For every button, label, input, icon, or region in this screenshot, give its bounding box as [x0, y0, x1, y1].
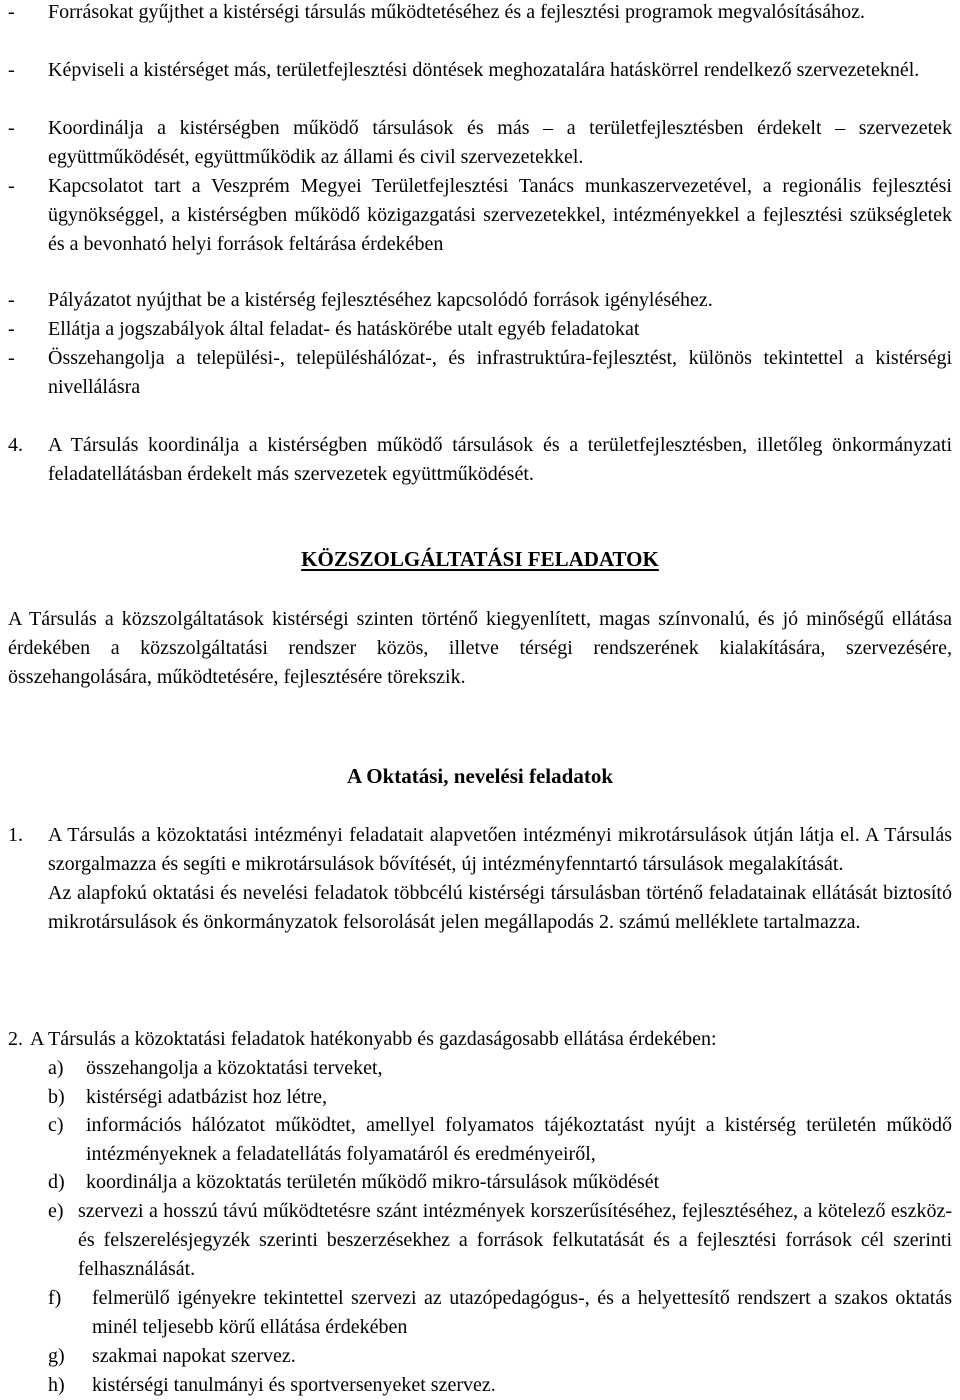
- point-number: 4.: [8, 434, 23, 456]
- list-item: [8, 0, 952, 27]
- list-item-text: Koordinálja a kistérségben működő társulások és más – a területfejlesztésben érdekelt – szervezetek együttműködését, együttműködik az állami és civil szervezetekkel.: [48, 117, 952, 168]
- sub-list-item: [48, 1197, 952, 1284]
- sub-list-item: [48, 1284, 952, 1342]
- point-number: 1.: [8, 824, 23, 846]
- sub-list-marker: f): [48, 1287, 62, 1309]
- list-marker: -: [8, 347, 15, 369]
- numbered-point: [8, 821, 952, 937]
- list-marker: -: [8, 117, 15, 139]
- list-marker: -: [8, 59, 15, 81]
- list-item: [8, 172, 952, 259]
- section-paragraph: A Társulás a közszolgáltatások kistérségi szinten történő kiegyenlített, magas színvonalú, és jó minőségű ellátása érdekében a közszolgáltatási rendszer közös, illetve térségi rendszerének kialakítására, szervezésére, összehangolására, működtetésére, fejlesztésére törekszik.: [8, 608, 952, 688]
- sub-list-marker: b): [48, 1086, 65, 1108]
- sub-list-text: kistérségi tanulmányi és sportversenyeket szervez.: [92, 1374, 496, 1396]
- point-text-continued: Az alapfokú oktatási és nevelési feladatok többcélú kistérségi társulásban történő feladatainak ellátását biztosító mikrotársulások és önkormányzatok felsorolását jelen megállapodás 2. számú melléklete tartalmazza.: [48, 882, 952, 933]
- sub-list-marker: h): [48, 1374, 65, 1396]
- list-item-text: Pályázatot nyújthat be a kistérség fejlesztéséhez kapcsolódó források igényléséhez.: [48, 289, 713, 311]
- sub-list-item: [48, 1083, 952, 1112]
- sub-list-marker: a): [48, 1057, 64, 1079]
- sub-list-text: koordinálja a közoktatás területén működő mikro-társulások működését: [86, 1171, 660, 1193]
- point-text: A Társulás a közoktatási intézményi feladatait alapvetően intézményi mikrotársulások útján látja el. A Társulás szorgalmazza és segíti e mikrotársulások bővítését, új intézményfenntartó társulások megalakítását.: [48, 824, 952, 875]
- sub-list-item: [48, 1111, 952, 1169]
- point-text: A Társulás koordinálja a kistérségben működő társulások és a területfejlesztésben, illetőleg önkormányzati feladatellátásban érdekelt más szervezetek együttműködését.: [48, 434, 952, 485]
- section-title: KÖZSZOLGÁLTATÁSI FELADATOK: [301, 547, 659, 571]
- list-item: [8, 315, 952, 344]
- sub-list-text: szakmai napokat szervez.: [92, 1345, 296, 1367]
- numbered-point: [8, 1025, 952, 1054]
- list-marker: -: [8, 175, 15, 197]
- sub-list-text: kistérségi adatbázist hoz létre,: [86, 1086, 328, 1108]
- list-item: [8, 56, 952, 85]
- list-marker: -: [8, 289, 15, 311]
- sub-list-item: [48, 1168, 952, 1197]
- list-item: [8, 114, 952, 172]
- list-item: [8, 286, 952, 315]
- sub-list-text: felmerülő igényekre tekintettel szervezi az utazópedagógus-, és a helyettesítő rendszert a szakos oktatás minél teljesebb körű ellátása érdekében: [92, 1287, 952, 1338]
- list-item-text: Ellátja a jogszabályok által feladat- és hatáskörébe utalt egyéb feladatokat: [48, 318, 640, 340]
- list-item-text: Összehangolja a települési-, településhálózat-, és infrastruktúra-fejlesztést, különös tekintettel a kistérségi nivellálásra: [48, 347, 952, 398]
- point-text: A Társulás a közoktatási feladatok hatékonyabb és gazdaságosabb ellátása érdekében:: [30, 1028, 717, 1050]
- subsection-title: A Oktatási, nevelési feladatok: [347, 764, 613, 788]
- list-item-text: Képviseli a kistérséget más, területfejlesztési döntések meghozatalára hatáskörrel rendelkező szervezeteknél.: [48, 59, 920, 81]
- sub-list-marker: g): [48, 1345, 65, 1367]
- sub-list-marker: d): [48, 1171, 65, 1193]
- point-number: 2.: [8, 1028, 23, 1050]
- sub-list-item: [48, 1054, 952, 1083]
- sub-list-item: [48, 1342, 952, 1371]
- list-marker: -: [8, 318, 15, 340]
- sub-list-marker: c): [48, 1114, 64, 1136]
- sub-list-text: információs hálózatot működtet, amellyel folyamatos tájékoztatást nyújt a kistérség területén működő intézményeknek a feladatellátás folyamatáról és eredményeiről,: [86, 1114, 952, 1165]
- list-marker: -: [8, 1, 15, 23]
- list-item: [8, 344, 952, 402]
- list-item-text: Forrásokat gyűjthet a kistérségi társulás működtetéséhez és a fejlesztési programok megvalósításához.: [48, 1, 865, 23]
- numbered-point: [8, 431, 952, 489]
- sub-list-text: összehangolja a közoktatási terveket,: [86, 1057, 383, 1079]
- sub-list-item: [48, 1371, 952, 1400]
- sub-list-text: szervezi a hosszú távú működtetésre szánt intézmények korszerűsítéséhez, fejlesztéséhez, a kötelező eszköz- és felszerelésjegyzék szerinti beszerzésekhez a források felkutatását és a fejlesztési források cél szerinti felhasználását.: [78, 1200, 952, 1280]
- sub-list-marker: e): [48, 1200, 64, 1222]
- list-item-text: Kapcsolatot tart a Veszprém Megyei Területfejlesztési Tanács munkaszervezetével, a regionális fejlesztési ügynökséggel, a kistérségben működő közigazgatási szervezetekkel, intézményekkel a fejlesztési szükségletek és a bevonható helyi források feltárása érdekében: [48, 175, 952, 255]
